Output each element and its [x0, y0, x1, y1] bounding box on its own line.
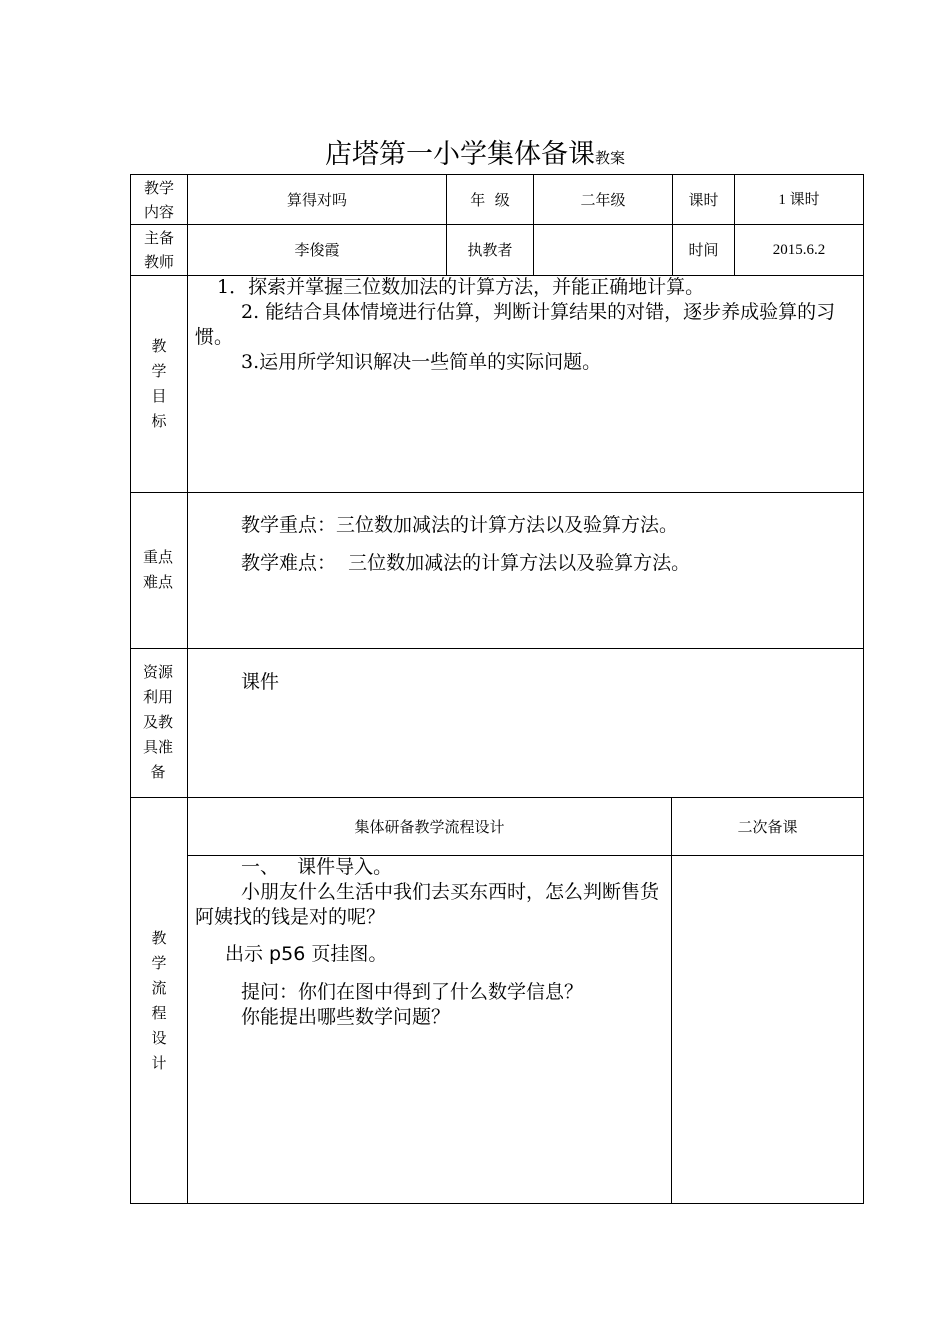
label-grade: 年 级	[470, 190, 510, 209]
grade-value: 二年级	[580, 190, 626, 209]
label-keypoints: 重点难点	[142, 548, 173, 591]
label-resources: 资源利用及教具准备	[142, 663, 173, 781]
resources-content: 课件	[241, 671, 280, 693]
process-question-2: 你能提出哪些数学问题？	[241, 1006, 451, 1028]
label-lead-teacher: 主备教师	[143, 229, 174, 271]
process-step-intro: 一、 课件导入。	[241, 856, 393, 878]
label-teaching-content: 教学内容	[143, 178, 174, 221]
label-period: 课时	[688, 190, 719, 209]
teaching-focus: 教学重点：三位数加减法的计算方法以及验算方法。	[241, 514, 679, 536]
executor-value	[534, 225, 672, 275]
objectives-list	[195, 275, 859, 375]
label-process: 教学流程设计	[151, 929, 167, 1072]
lead-teacher-name: 李俊霞	[294, 241, 340, 259]
process-question-1: 提问：你们在图中得到了什么数学信息？	[241, 981, 584, 1003]
title-suffix: 教案	[594, 149, 625, 167]
lesson-topic: 算得对吗	[286, 190, 347, 209]
teaching-difficulty: 教学难点： 三位数加减法的计算方法以及验算方法。	[241, 552, 691, 574]
label-executor: 执教者	[467, 241, 513, 259]
title-main: 店塔第一小学集体备课	[324, 139, 595, 170]
label-objectives: 教学目标	[151, 337, 167, 430]
label-time: 时间	[688, 241, 719, 259]
date-value: 2015.6.2	[772, 242, 826, 258]
objective-item: 2. 能结合具体情境进行估算，判断计算结果的对错，逐步养成验算的习惯。	[195, 301, 836, 348]
period-value: 1 课时	[778, 191, 820, 208]
page-title	[0, 132, 950, 171]
process-paragraph: 小朋友什么生活中我们去买东西时，怎么判断售货阿姨找的钱是对的呢？	[195, 881, 660, 928]
header-second-prep: 二次备课	[737, 817, 798, 836]
process-show-figure: 出示 p56 页挂图。	[225, 943, 388, 965]
header-group-design: 集体研备教学流程设计	[354, 817, 505, 836]
objective-item: 1．探索并掌握三位数加法的计算方法，并能正确地计算。	[217, 276, 705, 298]
objective-item: 3.运用所学知识解决一些简单的实际问题。	[241, 351, 602, 373]
